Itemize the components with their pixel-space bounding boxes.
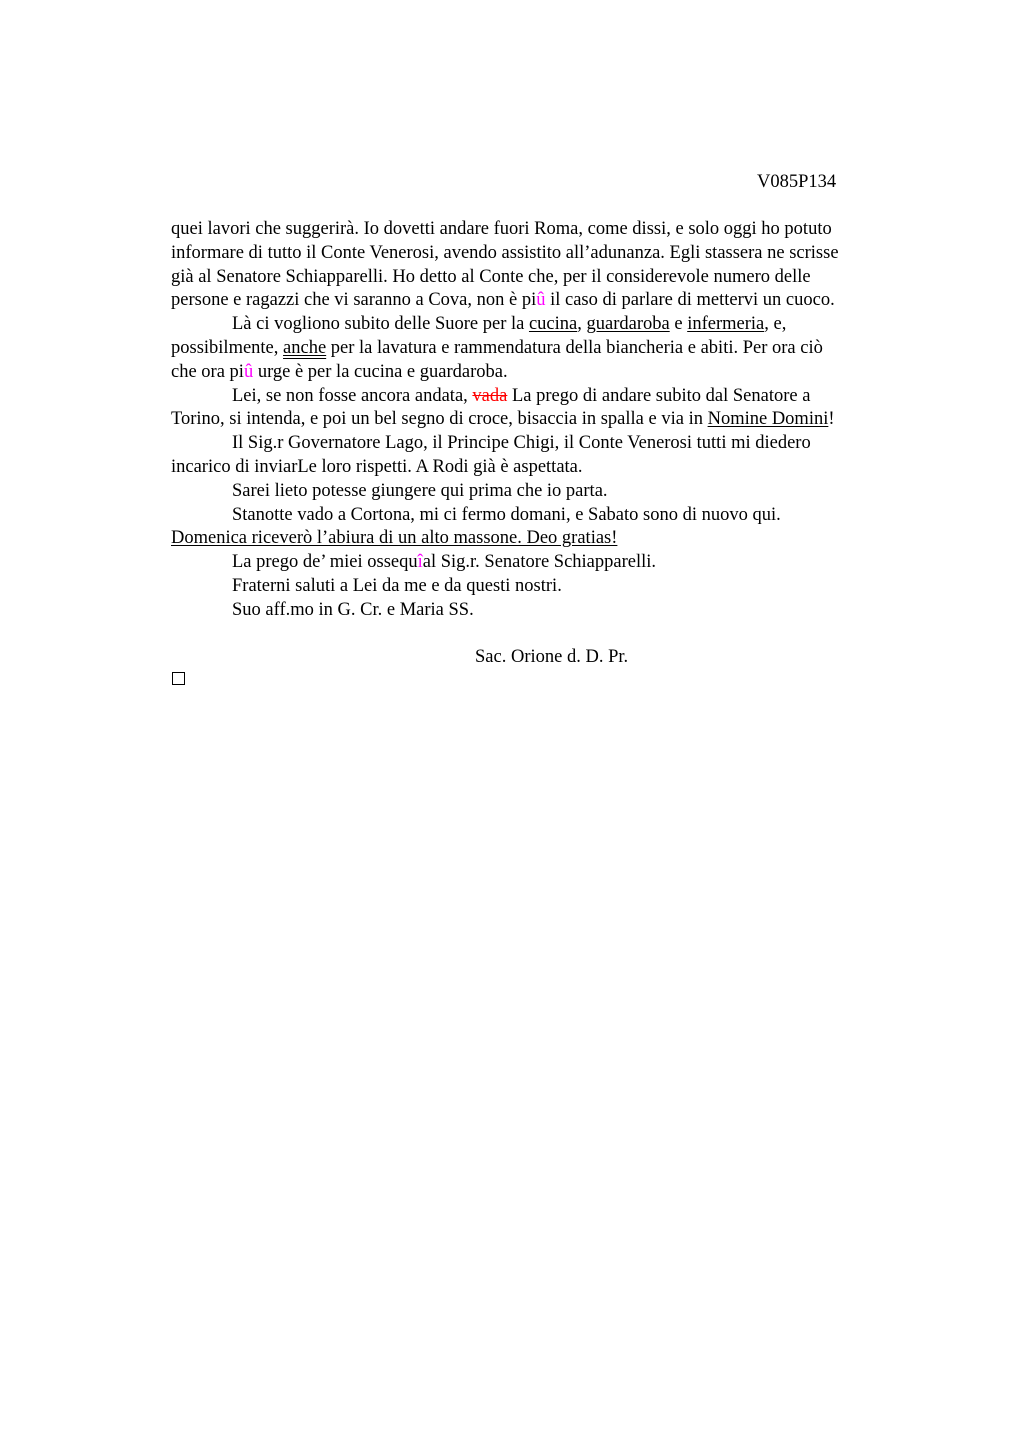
text-line: Suo aff.mo in G. Cr. e Maria SS. xyxy=(232,599,474,620)
text-line: quei lavori che suggerirà. Io dovetti andare fuori Roma, come dissi, e solo oggi ho potuto xyxy=(171,219,832,239)
underlined-sentence: Domenica riceverò l’abiura di un alto massone. Deo gratias! xyxy=(171,528,618,549)
text-span: il caso di parlare di mettervi un cuoco. xyxy=(545,290,835,311)
double-underlined-word: anche xyxy=(283,337,327,358)
text-line xyxy=(171,527,931,551)
text-line xyxy=(171,313,931,337)
text-line: informare di tutto il Conte Venerosi, avendo assistito all’adunanza. Egli stassera ne scrisse xyxy=(171,242,839,263)
signature: Sac. Orione d. D. Pr. xyxy=(475,647,629,667)
text-line xyxy=(171,551,931,575)
text-span: Torino, si intenda, e poi un bel segno di croce, bisaccia in spalla e via in xyxy=(171,409,708,430)
text-line xyxy=(171,361,931,385)
text-span: al Sig.r. Senatore Schiapparelli. xyxy=(422,552,657,573)
text-line xyxy=(171,337,931,361)
deleted-word: vada xyxy=(472,385,508,406)
underlined-word: Nomine Domini xyxy=(707,409,829,430)
text-span: La prego de’ miei ossequ xyxy=(232,552,418,573)
underlined-word: cucina xyxy=(528,314,578,335)
letter-body xyxy=(171,218,931,623)
text-span: Là ci vogliono subito delle Suore per la xyxy=(232,314,529,335)
text-line: Fraterni saluti a Lei da me e da questi nostri. xyxy=(232,575,562,596)
text-span: per la lavatura e rammendatura della biancheria e abiti. Per ora ciò xyxy=(326,337,823,358)
text-line: Stanotte vado a Cortona, mi ci fermo domani, e Sabato sono di nuovo qui. xyxy=(232,504,781,525)
text-span: ! xyxy=(828,409,835,430)
text-line: già al Senatore Schiapparelli. Ho detto al Conte che, per il considerevole numero delle xyxy=(171,266,811,287)
text-line xyxy=(171,385,931,409)
text-span: La prego di andare subito dal Senatore a xyxy=(507,385,811,406)
text-span: che ora pi xyxy=(171,361,244,382)
text-line xyxy=(171,408,931,432)
inserted-char: û xyxy=(536,290,546,311)
text-span: e xyxy=(669,314,688,335)
text-line xyxy=(171,289,931,313)
text-span: Lei, se non fosse ancora andata, xyxy=(232,385,473,406)
inserted-char: û xyxy=(243,361,254,382)
empty-square-icon xyxy=(172,672,185,685)
text-line: incarico di inviarLe loro rispetti. A Rodi già è aspettata. xyxy=(171,456,583,477)
page-identifier: V085P134 xyxy=(757,172,837,192)
inserted-char: î xyxy=(417,552,423,573)
text-span: , xyxy=(577,314,587,335)
text-span: persone e ragazzi che vi saranno a Cova, non è pi xyxy=(171,290,537,311)
underlined-word: guardaroba xyxy=(586,314,670,335)
text-span: , e, xyxy=(764,314,787,335)
text-line: Sarei lieto potesse giungere qui prima che io parta. xyxy=(232,480,608,501)
text-line: Il Sig.r Governatore Lago, il Principe Chigi, il Conte Venerosi tutti mi diedero xyxy=(232,433,811,454)
text-span: possibilmente, xyxy=(171,337,284,358)
text-span: urge è per la cucina e guardaroba. xyxy=(253,361,508,382)
underlined-word: infermeria xyxy=(687,314,765,335)
